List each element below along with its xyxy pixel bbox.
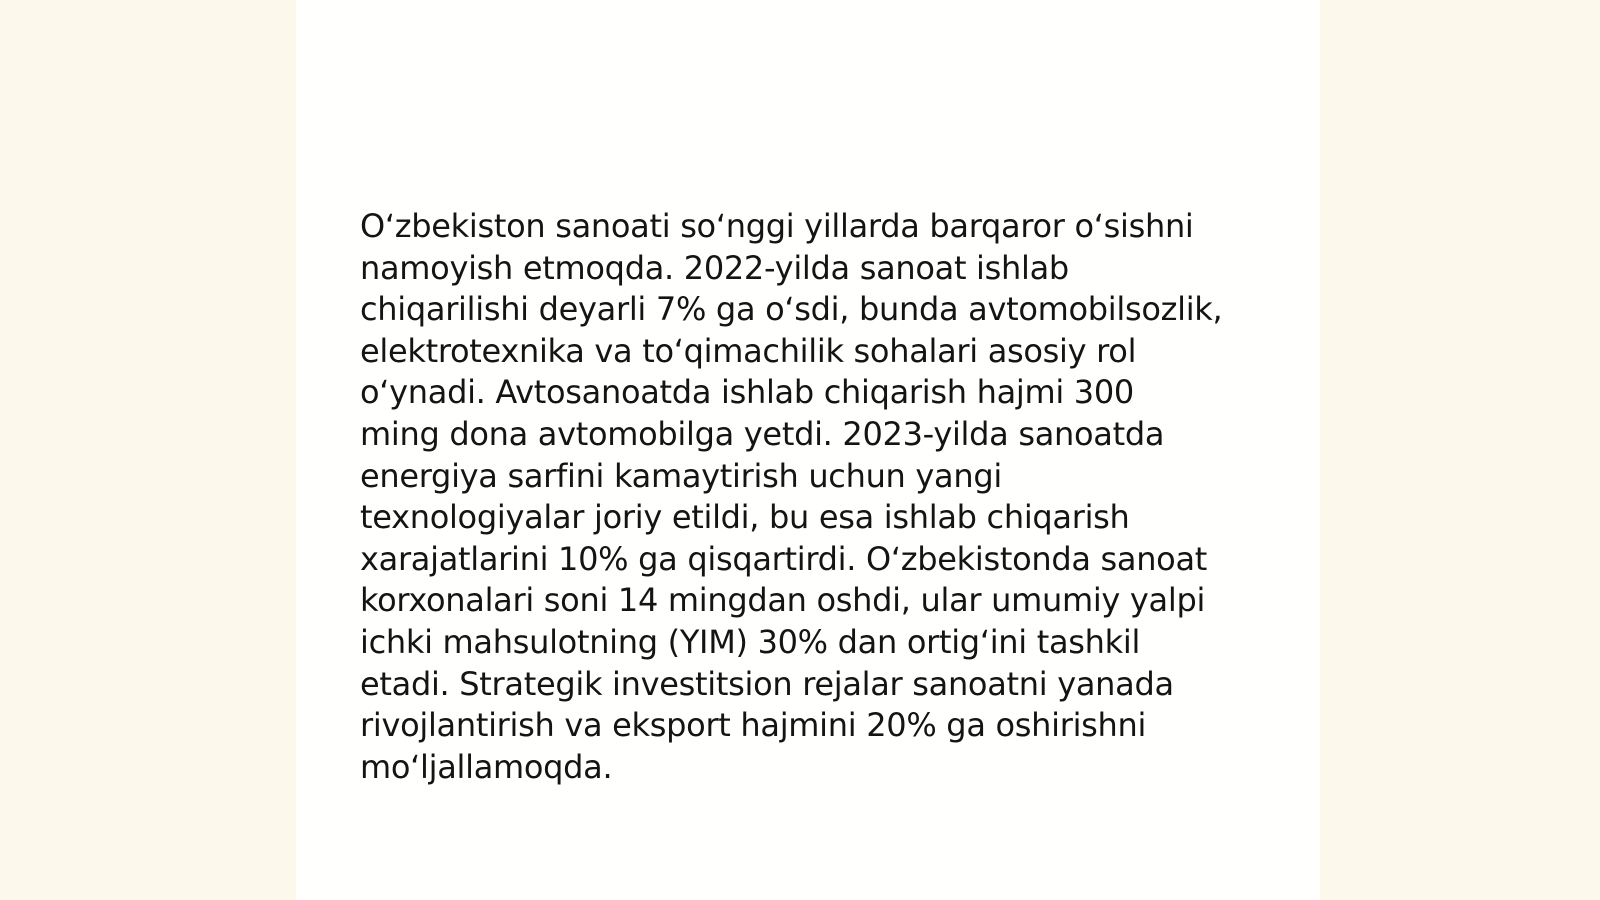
body-paragraph: O‘zbekiston sanoati so‘nggi yillarda barqaror o‘sishni namoyish etmoqda. 2022-yilda sanoat ishlab chiqarilishi deyarli 7% ga o‘sdi, bunda avtomobilsozlik, elektrotexnika va to‘qimachilik sohalari asosiy rol o‘ynadi. Avtosanoatda ishlab chiqarish hajmi 300 ming dona avtomobilga yetdi. 2023-yilda sanoatda energiya sarfini kamaytirish uchun yangi texnologiyalar joriy etildi, bu esa ishlab chiqarish xarajatlarini 10% ga qisqartirdi. O‘zbekistonda sanoat korxonalari soni 14 mingdan oshdi, ular umumiy yalpi ichki mahsulotning (YIM) 30% dan ortig‘ini tashkil etadi. Strategik investitsion rejalar sanoatni yanada rivojlantirish va eksport hajmini 20% ga oshirishni mo‘ljallamoqda. [360,207,1223,786]
document-page [296,0,1320,900]
